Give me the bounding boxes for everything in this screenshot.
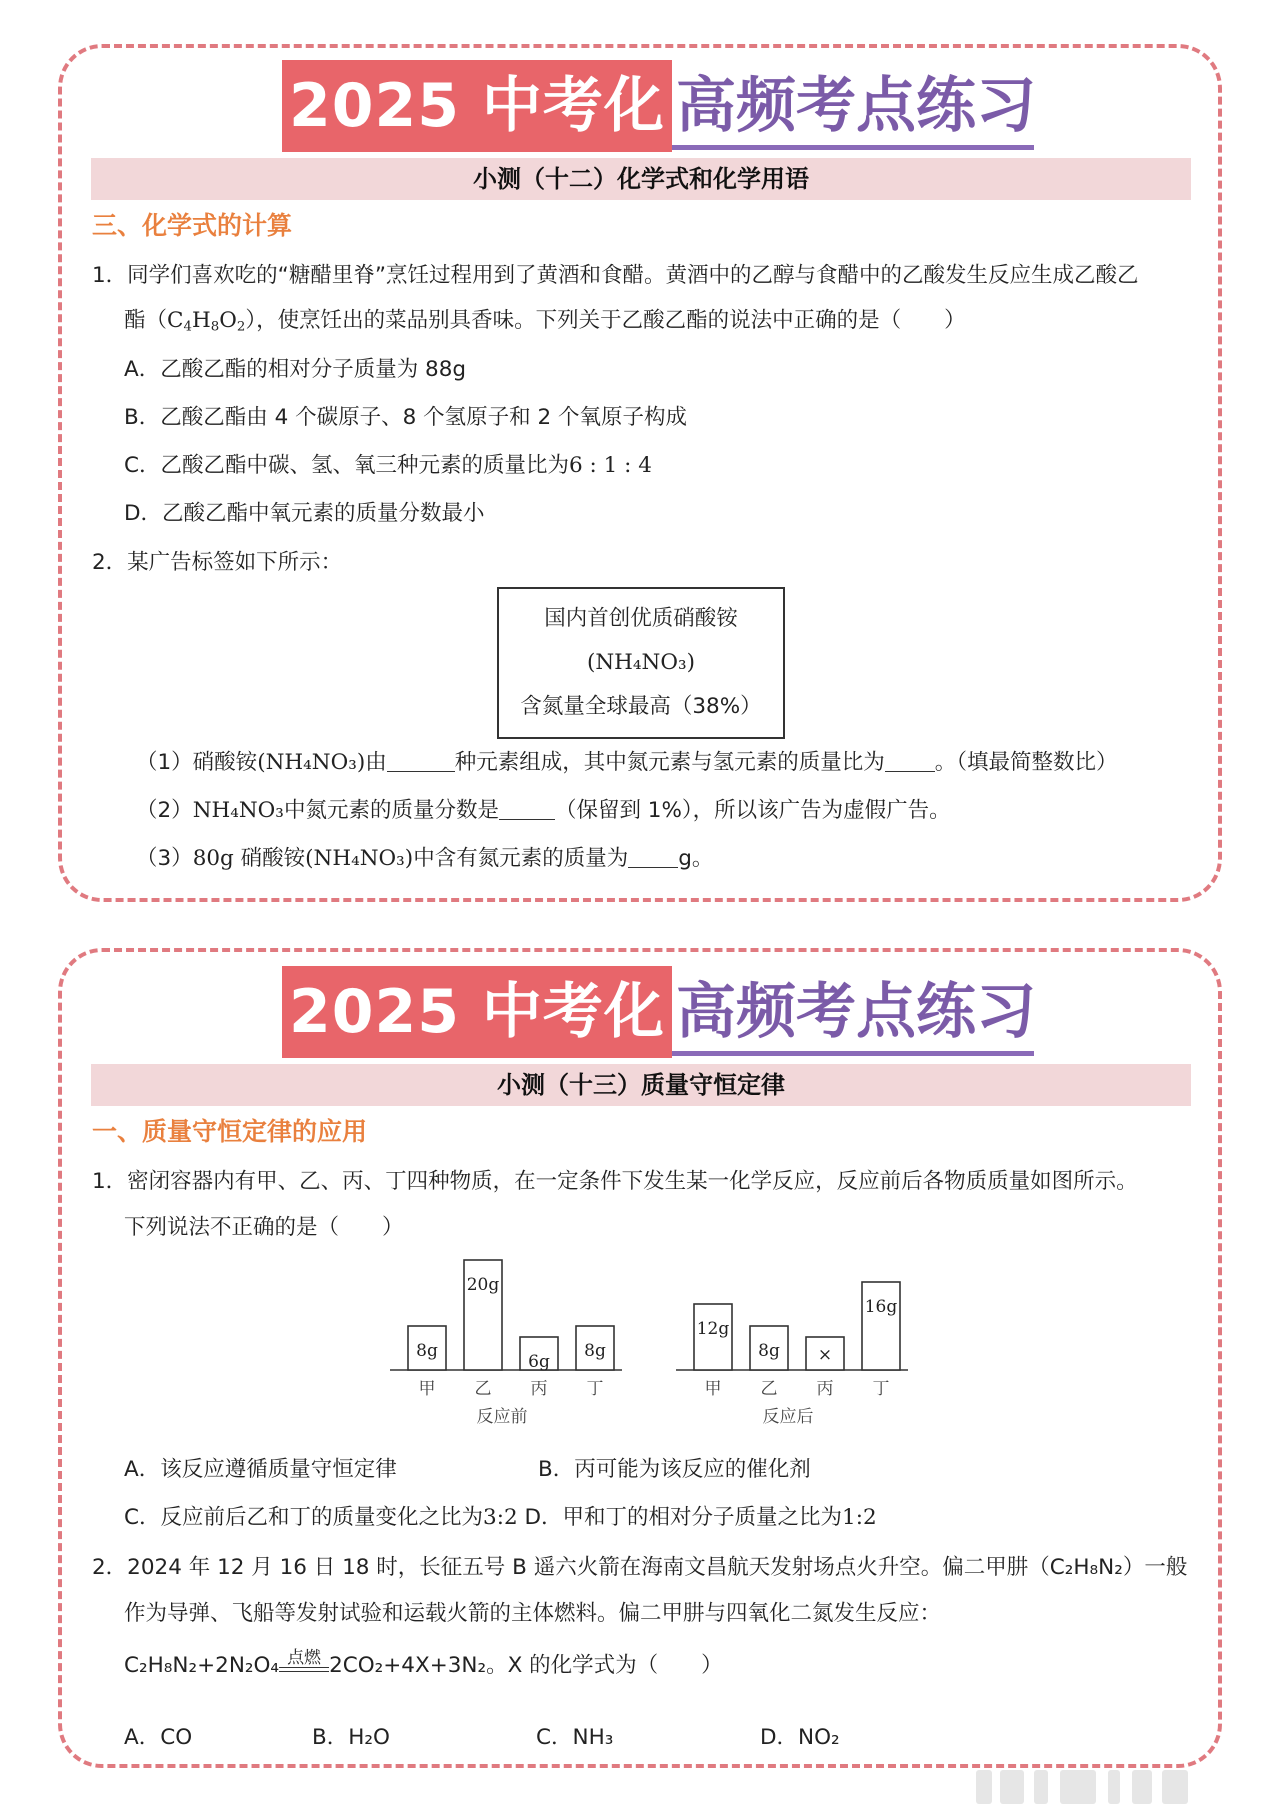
answer-blank[interactable]: [499, 798, 555, 821]
watermark-mark: [1034, 1770, 1048, 1804]
chart-category-label: 乙: [760, 1379, 778, 1399]
ad-line-1: 国内首创优质硝酸铵: [544, 606, 738, 631]
mass-q2-line2: 作为导弹、飞船等发射试验和运载火箭的主体燃料。偏二甲肼与四氧化二氮发生反应：: [124, 1601, 942, 1626]
q2-sub3: （3）80g 硝酸铵(NH₄NO₃)中含有氮元素的质量为 g。: [136, 846, 714, 871]
q1-option-b: B．乙酸乙酯由 4 个碳原子、8 个氢原子和 2 个氧原子构成: [124, 405, 687, 430]
answer-blank[interactable]: [387, 750, 455, 773]
mass-q1-option-a: A．该反应遵循质量守恒定律: [124, 1457, 397, 1482]
mass-q1-option-cd: C．反应前后乙和丁的质量变化之比为3:2 D．甲和丁的相对分子质量之比为1:2: [124, 1505, 877, 1530]
chart-category-label: 丙: [816, 1379, 834, 1399]
ethyl-acetate-formula: $C_4H_8O_2$: [167, 308, 246, 335]
advertisement-label-box: [497, 587, 785, 739]
chart-data-label: 6g: [528, 1352, 550, 1372]
card1-title-right: 高频考点练习: [672, 60, 1036, 152]
chart-data-label: 8g: [584, 1341, 606, 1361]
watermark-mark: [1000, 1770, 1024, 1804]
card2-section-heading: 一、质量守恒定律的应用: [92, 1117, 368, 1146]
mass-ratio: 6 : 1 : 4: [569, 453, 652, 478]
ad-line-3: 含氮量全球最高（38%）: [520, 694, 762, 719]
q2-stem: 2．某广告标签如下所示：: [92, 550, 343, 575]
chart-category-label: 乙: [474, 1379, 492, 1399]
chart-data-label: 8g: [758, 1341, 780, 1361]
q1-line1: 1．同学们喜欢吃的“糖醋里脊”烹饪过程用到了黄酒和食醋。黄酒中的乙醇与食醋中的乙酸发生反应生成乙酸乙: [92, 263, 1139, 288]
card2-title-left: 2025 中考化: [282, 966, 672, 1058]
chart-bar: [862, 1282, 900, 1370]
chart-data-label: ×: [817, 1345, 833, 1365]
reaction-equation: C₂H₈N₂+2N₂O₄ 点燃 2CO₂+4X+3N₂。X 的化学式为（ ）: [124, 1648, 723, 1679]
q1-option-c: C．乙酸乙酯中碳、氢、氧三种元素的质量比为6 : 1 : 4: [124, 453, 652, 478]
q1-option-a: A．乙酸乙酯的相对分子质量为 88g: [124, 357, 467, 382]
answer-blank[interactable]: [885, 750, 935, 773]
mass-q2-line1: 2．2024 年 12 月 16 日 18 时，长征五号 B 遥六火箭在海南文昌航天发射场点火升空。偏二甲肼（C₂H₈N₂）一般: [92, 1555, 1188, 1580]
chart-data-label: 8g: [416, 1341, 438, 1361]
chart-category-label: 丁: [872, 1379, 890, 1399]
q2-sub1: （1）硝酸铵(NH₄NO₃)由 种元素组成，其中氮元素与氢元素的质量比为 。（填最简整数比）: [136, 750, 1118, 775]
watermark-mark: [1108, 1770, 1120, 1804]
ad-formula: (NH₄NO₃): [586, 650, 695, 675]
watermark-mark: [1162, 1770, 1188, 1804]
card2-title-right: 高频考点练习: [672, 966, 1036, 1058]
chart-data-label: 12g: [696, 1319, 730, 1339]
mass-q2-option-a: A．CO: [124, 1725, 193, 1750]
watermark-mark: [1060, 1770, 1096, 1804]
q1-line2: 酯$(C_4H_8O_2)$，使烹饪出的菜品别具香味。下列关于乙酸乙酯的说法中正确的是（ ）: [124, 308, 966, 335]
chart-data-label: 16g: [864, 1297, 898, 1317]
chart-category-label: 甲: [704, 1379, 722, 1399]
chart-data-label: 20g: [466, 1275, 500, 1295]
card1-subtitle: 小测（十二）化学式和化学用语: [91, 158, 1191, 200]
answer-blank[interactable]: [628, 846, 678, 869]
q1-option-d: D．乙酸乙酯中氧元素的质量分数最小: [124, 501, 485, 526]
chart-title: 反应前: [476, 1407, 528, 1427]
chart-category-label: 丁: [586, 1379, 604, 1399]
card1-section-heading: 三、化学式的计算: [92, 211, 293, 240]
mass-q1-option-b: B．丙可能为该反应的催化剂: [538, 1457, 811, 1482]
watermark-mark: [976, 1770, 992, 1804]
mass-q2-option-d: D．NO₂: [760, 1725, 840, 1750]
mass-q2-option-c: C．NH₃: [536, 1725, 614, 1750]
q2-sub2: （2）NH₄NO₃中氮元素的质量分数是 （保留到 1%），所以该广告为虚假广告。: [136, 798, 951, 823]
chart-category-label: 丙: [530, 1379, 548, 1399]
card2-subtitle: 小测（十三）质量守恒定律: [91, 1064, 1191, 1106]
card2-title: [0, 966, 1280, 1058]
chart-title: 反应后: [762, 1407, 814, 1427]
watermark-mark: [1132, 1770, 1152, 1804]
card1-title-left: 2025 中考化: [282, 60, 672, 152]
card1-title: [0, 60, 1280, 152]
chart-category-label: 甲: [418, 1379, 436, 1399]
reaction-condition: 点燃: [287, 1648, 322, 1668]
mass-q2-option-b: B．H₂O: [312, 1725, 390, 1750]
bar-chart-after-reaction: [676, 1248, 936, 1438]
bar-chart-before-reaction: [390, 1248, 650, 1438]
mass-q1-line1: 1．密闭容器内有甲、乙、丙、丁四种物质，在一定条件下发生某一化学反应，反应前后各物质质量如图所示。: [92, 1169, 1138, 1194]
mass-q1-line2: 下列说法不正确的是（ ）: [124, 1215, 404, 1240]
